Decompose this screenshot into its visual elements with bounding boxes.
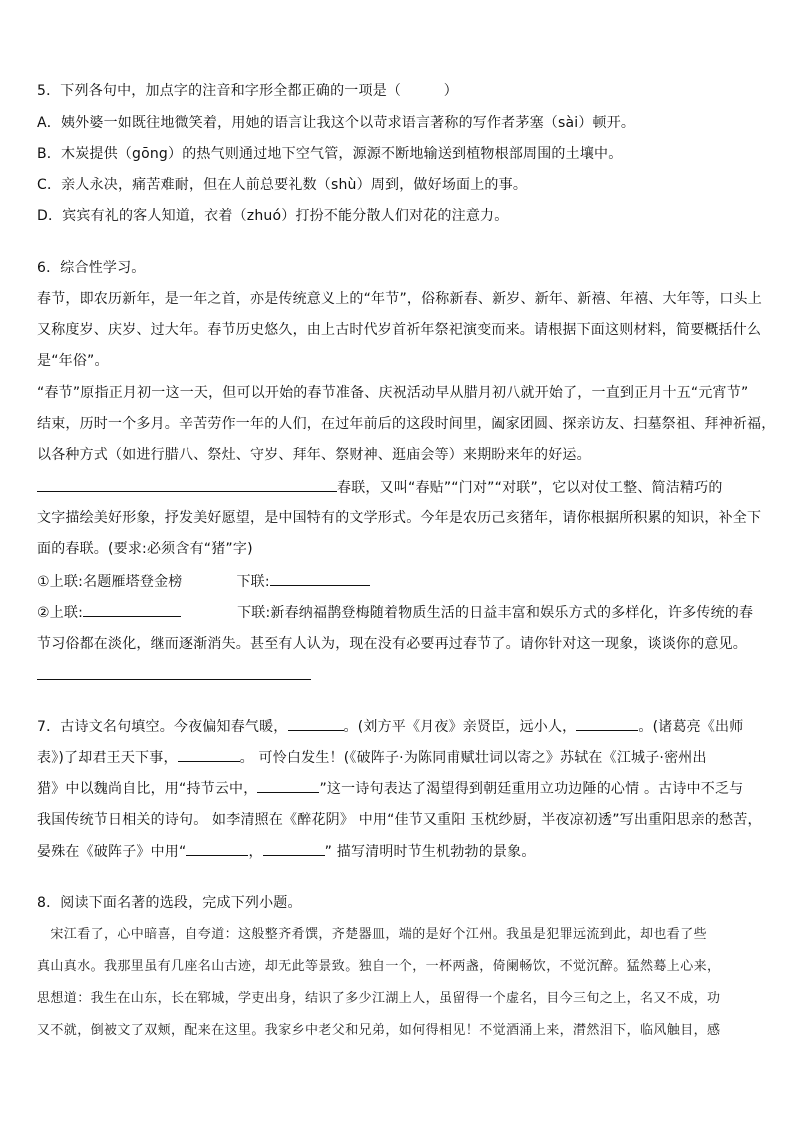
question-6-paragraph-line: 节习俗都在淡化，继而逐渐消失。甚至有人认为，现在没有必要再过春节了。请你针对这一现象，谈谈你的意见。 xyxy=(37,636,747,652)
question-7-text: ” 描写清明时节生机勃勃的景象。 xyxy=(324,844,536,860)
question-6-paragraph-line: 结束，历时一个多月。辛苦劳作一年的人们，在过年前后的这段时间里，阖家团圆、探亲访友、扫墓祭祖、拜神祈福， xyxy=(37,416,776,432)
question-7-line xyxy=(37,747,767,768)
question-7-line xyxy=(37,716,767,737)
answer-blank[interactable] xyxy=(257,778,319,793)
question-7-text: 猎》中以魏尚自比，用“持节云中， xyxy=(37,781,258,797)
answer-blank[interactable] xyxy=(263,841,325,856)
question-5-option-c[interactable]: C．亲人永决，痛苦难耐，但在人前总要礼数（shù）周到，做好场面上的事。 xyxy=(37,177,528,193)
question-6-paragraph-line: 是“年俗”。 xyxy=(37,353,109,369)
question-7-line: 我国传统节日相关的诗句。 如李清照在《醉花阴》 中用“佳节又重阳 玉枕纱厨，半夜凉初透”写出重阳思亲的愁苦， xyxy=(37,812,762,828)
question-8-stem: 8．阅读下面名著的选段，完成下列小题。 xyxy=(37,895,302,911)
couplet-2-answer-blank[interactable] xyxy=(83,602,181,617)
question-7-text: ， xyxy=(248,844,263,860)
couplet-1-answer-blank[interactable] xyxy=(270,571,370,586)
question-6-paragraph-line: 以各种方式（如进行腊八、祭灶、守岁、拜年、祭财神、逛庙会等）来期盼来年的好运。 xyxy=(37,447,591,463)
question-6-paragraph-line: 文字描绘美好形象，抒发美好愿望，是中国特有的文学形式。今年是农历己亥猪年，请你根据所积累的知识，补全下 xyxy=(37,510,762,526)
couplet-intro-text: 春联，又叫“春贴”“门对”“对联”，它以对仗工整、简洁精巧的 xyxy=(337,480,723,496)
excerpt-line: 思想道：我生在山东，长在郓城，学吏出身，结识了多少江湖上人，虽留得一个虚名，目今三旬之上，名又不成，功 xyxy=(37,991,721,1006)
answer-blank[interactable] xyxy=(37,477,337,492)
question-6-paragraph-line: “春节”原指正月初一这一天，但可以开始的春节准备、庆祝活动早从腊月初八就开始了，一直到正月十五“元宵节” xyxy=(37,385,749,401)
question-6-couplet-intro xyxy=(37,477,767,498)
answer-line[interactable] xyxy=(37,679,311,680)
question-5-stem: 5．下列各句中，加点字的注音和字形全都正确的一项是（ ） xyxy=(37,83,458,99)
question-6-stem: 6．综合性学习。 xyxy=(37,260,146,276)
couplet-1-upper: ①上联:名题雁塔登金榜 xyxy=(37,574,183,590)
excerpt-line: 真山真水。我那里虽有几座名山古迹，却无此等景致。独自一个，一杯两盏，倚阑畅饮，不觉沉醉。猛然蓦上心来， xyxy=(37,959,721,974)
answer-blank[interactable] xyxy=(576,716,638,731)
question-7-text: 。(诸葛亮《出师 xyxy=(638,719,744,735)
excerpt-line: 宋江看了，心中暗喜，自夸道：这般整齐肴馔，齐楚器皿，端的是好个江州。我虽是犯罪远流到此，却也看了些 xyxy=(37,927,708,942)
excerpt-line: 又不就，倒被文了双颊，配来在这里。我家乡中老父和兄弟，如何得相见！不觉酒涌上来，潸然泪下，临风触目，感 xyxy=(37,1023,721,1038)
question-6-paragraph-line: 又称度岁、庆岁、过大年。春节历史悠久，由上古时代岁首祈年祭祀演变而来。请根据下面这则材料，简要概括什么 xyxy=(37,322,762,338)
couplet-row-2 xyxy=(37,602,767,623)
question-7-text: 。 可怜白发生！(《破阵子·为陈同甫赋壮词以寄之》苏轼在《江城子·密州出 xyxy=(239,750,707,766)
question-7-text: 表》)了却君王天下事， xyxy=(37,750,178,766)
question-7-text: ”这一诗句表达了渴望得到朝廷重用立功边陲的心情 。古诗中不乏与 xyxy=(319,781,744,797)
question-7-line xyxy=(37,841,767,862)
couplet-1-lower-label: 下联: xyxy=(236,574,270,590)
question-7-text: 。(刘方平《月夜》亲贤臣，远小人， xyxy=(343,719,577,735)
answer-blank[interactable] xyxy=(186,841,248,856)
question-5-option-d[interactable]: D．宾宾有礼的客人知道，衣着（zhuó）打扮不能分散人们对花的注意力。 xyxy=(37,208,509,224)
couplet-2-upper-label: ②上联: xyxy=(37,605,84,621)
question-6-paragraph-line: 春节，即农历新年，是一年之首，亦是传统意义上的“年节”，俗称新春、新岁、新年、新禧、年禧、大年等，口头上 xyxy=(37,291,762,307)
couplet-row-1 xyxy=(37,571,767,592)
question-7-line xyxy=(37,778,767,799)
question-7-text: 晏殊在《破阵子》中用“ xyxy=(37,844,187,860)
question-6-paragraph-line: 面的春联。(要求:必须含有“猪”字) xyxy=(37,541,253,557)
question-7-text: 7．古诗文名句填空。今夜偏知春气暖， xyxy=(37,719,288,735)
question-5-option-a[interactable]: A．姨外婆一如既往地微笑着，用她的语言让我这个以苛求语言著称的写作者茅塞（sài）顿开。 xyxy=(37,115,636,131)
answer-blank[interactable] xyxy=(178,747,240,762)
answer-blank[interactable] xyxy=(288,716,344,731)
question-5-option-b[interactable]: B．木炭提供（gōng）的热气则通过地下空气管，源源不断地输送到植物根部周围的土壤中。 xyxy=(37,146,623,162)
couplet-2-lower: 下联:新春纳福鹊登梅随着物质生活的日益丰富和娱乐方式的多样化，许多传统的春 xyxy=(237,605,754,621)
